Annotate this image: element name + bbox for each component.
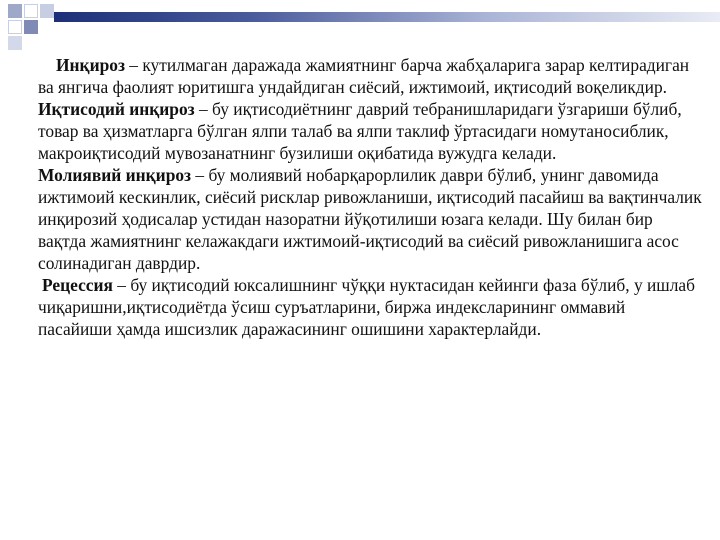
definition-crisis xyxy=(38,54,702,98)
decorative-square xyxy=(24,4,38,18)
definition-text: – бу иқтисодий юксалишнинг чўққи нуктасидан кейинги фаза бўлиб, у ишлаб чиқаришни,иқтисодиётда ўсиш суръатларини, биржа индексларининг оммавий пасайиши ҳамда ишсизлик даражасининг ошишини характерлайди. xyxy=(38,275,695,339)
slide-body xyxy=(38,54,702,340)
definition-financial-crisis xyxy=(38,164,702,274)
decorative-square xyxy=(8,20,22,34)
decorative-square xyxy=(24,20,38,34)
term-label: Иқтисодий инқироз xyxy=(38,99,195,119)
term-label: Рецессия xyxy=(42,275,113,295)
definition-text: – бу иқтисодиётнинг даврий тебранишларидаги ўзгариши бўлиб, товар ва ҳизматларга бўлган ялпи талаб ва ялпи таклиф ўртасидаги номутаносиблик, макроиқтисодий мувозанатнинг бузилиши оқибатида вужудга келади. xyxy=(38,99,682,163)
definition-text: – бу молиявий нобарқарорлилик даври бўлиб, унинг давомида ижтимоий кескинлик, сиёсий рисклар ривожланиши, иқтисодий пасайиш ва вақтинчалик инқирозий ҳодисалар устидан назоратни йўқотилиши юзага келади. Шу билан бир вақтда жамиятнинг келажакдаги ижтимоий-иқтисодий ва сиёсий ривожланишига асос солинадиган даврдир. xyxy=(38,165,702,273)
decorative-square xyxy=(8,36,22,50)
definition-recession xyxy=(38,274,702,340)
definition-text: – кутилмаган даражада жамиятнинг барча жабҳаларига зарар келтирадиган ва янгича фаолият юритишга ундайдиган сиёсий, ижтимоий, иқтисодий воқеликдир. xyxy=(38,55,690,97)
term-label: Инқироз xyxy=(56,55,125,75)
definition-economic-crisis xyxy=(38,98,702,164)
term-label: Молиявий инқироз xyxy=(38,165,192,185)
header-gradient-bar xyxy=(54,12,720,22)
decorative-square xyxy=(40,4,54,18)
decorative-square xyxy=(8,4,22,18)
